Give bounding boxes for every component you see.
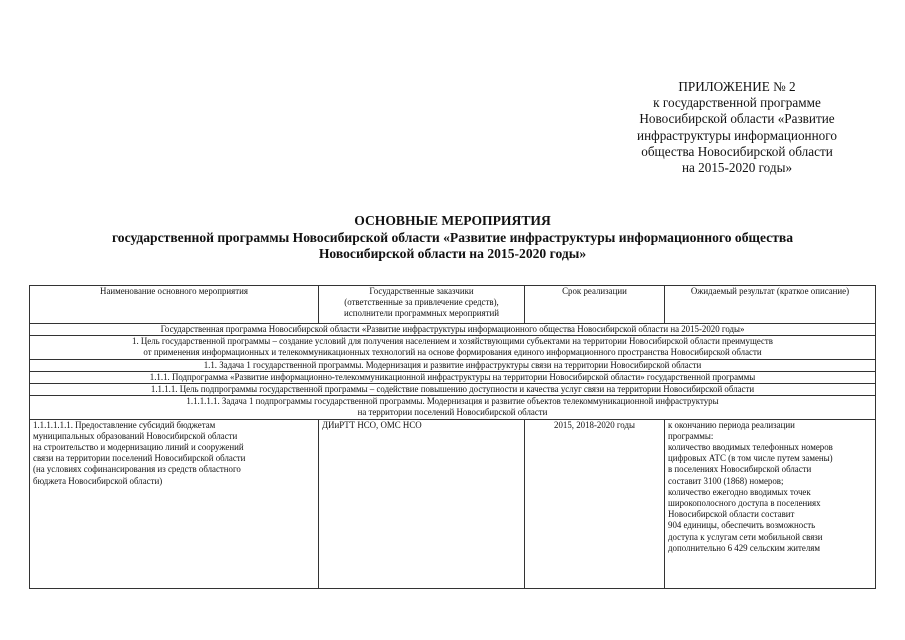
activity-result-line: к окончанию периода реализации — [668, 419, 795, 430]
table-header-row — [30, 286, 876, 324]
table-row — [30, 336, 876, 359]
activity-row — [30, 419, 876, 588]
appendix-line: Новосибирской области «Развитие — [639, 111, 835, 127]
activity-result-line: составит 3100 (1868) номеров; — [668, 475, 784, 486]
activity-result-line: в поселениях Новосибирской области — [668, 464, 812, 475]
subprogram-row: 1.1.1. Подпрограмма «Развитие информационно-телекоммуникационной инфраструктуры на территории Новосибирской области» государственной программы — [30, 371, 876, 383]
document-title — [30, 213, 875, 263]
subtask-line: на территории поселений Новосибирской области — [357, 407, 548, 418]
activity-name-line: (на условиях софинансирования из средств областного — [33, 464, 241, 475]
header-customers-line: Государственные заказчики — [369, 286, 474, 296]
activities-table — [29, 285, 876, 589]
table-row — [30, 396, 876, 419]
title-line: государственной программы Новосибирской области «Развитие инфраструктуры информационного общества — [111, 229, 794, 245]
appendix-line: инфраструктуры информационного — [637, 127, 837, 143]
subtask-line: 1.1.1.1.1. Задача 1 подпрограммы государственной программы. Модернизация и развитие объектов телекоммуникационной инфраструктуры — [186, 396, 719, 407]
activity-result — [665, 419, 876, 588]
subtask-row — [30, 396, 876, 419]
header-customers-line: (ответственные за привлечение средств), — [344, 297, 499, 308]
activity-result-line: доступа к услугам сети мобильной связи — [668, 531, 823, 542]
activity-result-line: программы: — [668, 430, 714, 441]
table-row — [30, 324, 876, 336]
activity-result-line: 904 единицы, обеспечить возможность — [668, 520, 816, 531]
table-row — [30, 359, 876, 371]
activity-result-line: дополнительно 6 429 сельским жителям — [668, 542, 820, 553]
appendix-line: к государственной программе — [653, 95, 821, 111]
subgoal-row: 1.1.1.1. Цель подпрограммы государственной программы – содействие повышению доступности и качества услуг связи на территории Новосибирской области — [30, 384, 876, 396]
activity-name-line: 1.1.1.1.1.1. Предоставление субсидий бюджетам — [33, 419, 216, 430]
header-customers-line: исполнители программных мероприятий — [344, 308, 499, 319]
activity-result-line: широкополосного доступа в поселениях — [668, 498, 821, 509]
goal-line: от применения информационных и телекоммуникационных технологий на основе формирования единого информационного пространства Новосибирской области — [143, 347, 762, 358]
program-row: Государственная программа Новосибирской области «Развитие инфраструктуры информационного общества Новосибирской области на 2015-2020 годы» — [30, 324, 876, 336]
table-row — [30, 384, 876, 396]
title-line: Новосибирской области на 2015-2020 годы» — [318, 246, 587, 261]
activity-result-line: количество вводимых телефонных номеров — [668, 442, 833, 453]
appendix-block — [612, 79, 862, 176]
activity-name-line: муниципальных образований Новосибирской области — [33, 430, 238, 441]
activity-result-line: количество ежегодно вводимых точек — [668, 486, 811, 497]
appendix-line: на 2015-2020 годы» — [681, 160, 793, 176]
activity-name — [30, 419, 319, 588]
activity-period: 2015, 2018-2020 годы — [525, 419, 665, 588]
appendix-line: общества Новосибирской области — [641, 143, 833, 159]
goal-row — [30, 336, 876, 359]
table-row — [30, 371, 876, 383]
activity-name-line: на строительство и модернизацию линий и сооружений — [33, 442, 244, 453]
header-name: Наименование основного мероприятия — [30, 286, 319, 324]
activity-customers: ДИиРТТ НСО, ОМС НСО — [319, 419, 525, 588]
activity-result-line: цифровых АТС (в том числе путем замены) — [668, 453, 833, 464]
activity-name-line: связи на территории поселений Новосибирской области — [33, 453, 246, 464]
header-period: Срок реализации — [525, 286, 665, 324]
activity-result-line: Новосибирской области составит — [668, 509, 795, 520]
task-row: 1.1. Задача 1 государственной программы. Модернизация и развитие инфраструктуры связи на территории Новосибирской области — [30, 359, 876, 371]
header-customers — [319, 286, 525, 324]
header-result: Ожидаемый результат (краткое описание) — [665, 286, 876, 324]
title-line: ОСНОВНЫЕ МЕРОПРИЯТИЯ — [354, 213, 551, 228]
activity-name-line: бюджета Новосибирской области) — [33, 475, 163, 486]
goal-line: 1. Цель государственной программы – создание условий для получения населением и хозяйствующими субъектами на территории Новосибирской области преимуществ — [132, 336, 773, 347]
appendix-line: ПРИЛОЖЕНИЕ № 2 — [678, 79, 796, 94]
